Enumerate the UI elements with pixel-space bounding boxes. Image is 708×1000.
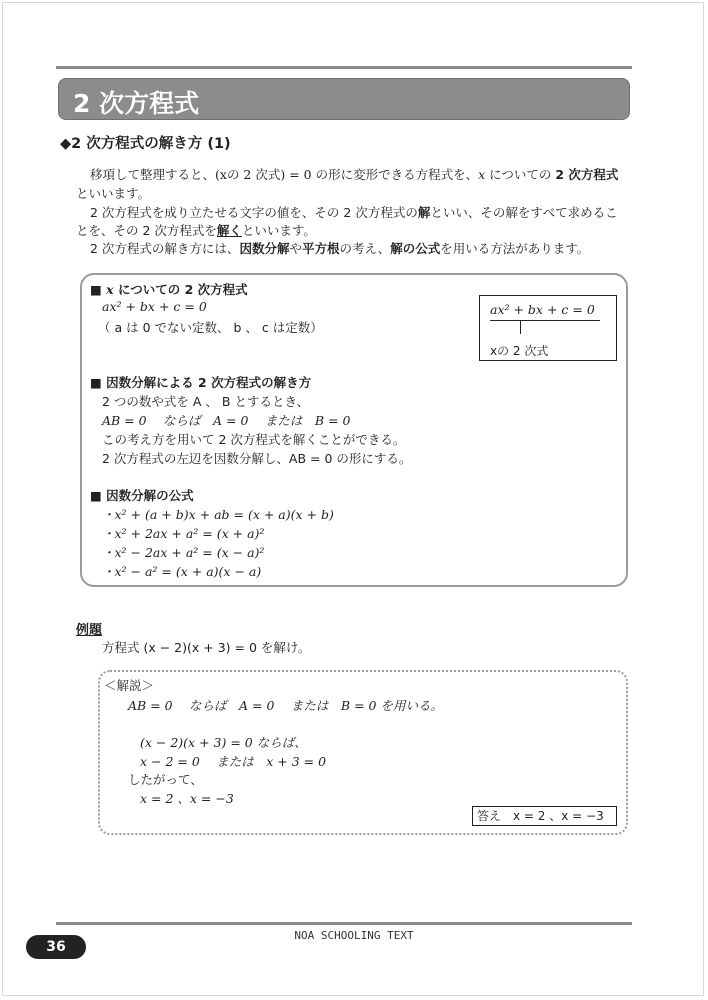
intro-text: の形に変形できる方程式を、: [311, 167, 479, 182]
formula-2: ・x² + 2ax + a² = (x + a)²: [102, 526, 265, 541]
intro-text: を用いる方法があります。: [440, 241, 590, 256]
intro-term: 2 次方程式: [555, 167, 619, 182]
intro-expression: (xの 2 次式) = 0: [215, 167, 312, 182]
intro-text: 2 次方程式の解き方には、: [90, 241, 240, 256]
intro-text: といいます。: [241, 223, 316, 238]
section-subtitle: ◆2 次方程式の解き方 (1): [60, 136, 231, 152]
box-heading-factoring-method: ■ 因数分解による 2 次方程式の解き方: [90, 375, 312, 390]
intro-paragraph-2b: [76, 221, 316, 239]
answer-box: 答え x = 2 、x = −3: [472, 806, 617, 826]
intro-term: 解: [417, 205, 431, 220]
intro-paragraph-1b: といいます。: [76, 186, 151, 201]
intro-term: 平方根: [301, 241, 340, 256]
solution-line-4: したがって、: [128, 772, 203, 787]
intro-term: 因数分解: [239, 241, 290, 256]
intro-text: の考え、: [339, 241, 391, 256]
intro-text: とを、その 2 次方程式を: [76, 223, 217, 238]
box-heading-formulas: ■ 因数分解の公式: [90, 488, 194, 503]
box-heading-variable: x: [106, 282, 114, 297]
equation-diagram-box: [479, 295, 617, 361]
page-number: 36: [26, 935, 86, 959]
diagram-underline: [490, 320, 600, 321]
general-equation: ax² + bx + c = 0: [102, 299, 207, 314]
formula-1: ・x² + (a + b)x + ab = (x + a)(x + b): [102, 507, 334, 522]
intro-paragraph-3: [90, 239, 589, 257]
factoring-line-4: 2 次方程式の左辺を因数分解し、AB = 0 の形にする。: [102, 451, 412, 466]
intro-term: 解く: [216, 223, 242, 238]
intro-paragraph-1: [90, 165, 618, 183]
intro-text: 2 次方程式を成り立たせる文字の値を、その 2 次方程式の: [90, 205, 418, 220]
intro-term: 解の公式: [390, 241, 441, 256]
solution-line-5: x = 2 、x = −3: [140, 791, 234, 806]
example-label: 例題: [76, 623, 103, 638]
intro-text: といい、その解をすべて求めるこ: [430, 205, 618, 220]
solution-line-3: x − 2 = 0 または x + 3 = 0: [140, 754, 327, 769]
factoring-line-2: AB = 0 ならば A = 0 または B = 0: [102, 413, 351, 428]
solution-line-1: AB = 0 ならば A = 0 または B = 0 を用いる。: [128, 698, 443, 713]
top-rule: [56, 66, 632, 69]
solution-line-2: (x − 2)(x + 3) = 0 ならば、: [140, 735, 307, 750]
formula-3: ・x² − 2ax + a² = (x − a)²: [102, 545, 265, 560]
intro-text: についての: [485, 167, 556, 182]
box-heading-definition: [90, 280, 248, 298]
solution-label: ＜解説＞: [104, 678, 155, 693]
bottom-rule: [56, 922, 632, 925]
box-heading-text: についての 2 次方程式: [113, 282, 248, 297]
factoring-line-1: 2 つの数や式を A 、 B とするとき、: [102, 394, 309, 409]
example-problem: 方程式 (x − 2)(x + 3) = 0 を解け。: [102, 640, 311, 655]
box-heading-marker: ■: [90, 282, 107, 297]
page-title: 2 次方程式: [73, 89, 200, 118]
diagram-pointer: [520, 320, 521, 334]
coefficient-condition: （ a は 0 でない定数、 b 、 c は定数）: [98, 320, 323, 335]
diagram-label: xの 2 次式: [490, 344, 549, 358]
title-bar: [58, 78, 630, 120]
formula-4: ・x² − a² = (x + a)(x − a): [102, 564, 262, 579]
factoring-line-3: この考え方を用いて 2 次方程式を解くことができる。: [102, 432, 406, 447]
intro-text: 移項して整理すると、: [90, 167, 216, 182]
intro-text: や: [289, 241, 302, 256]
intro-variable: x: [478, 167, 486, 182]
diagram-equation: ax² + bx + c = 0: [490, 302, 595, 317]
intro-paragraph-2: [90, 203, 618, 221]
footer-text: NOA SCHOOLING TEXT: [294, 929, 414, 942]
